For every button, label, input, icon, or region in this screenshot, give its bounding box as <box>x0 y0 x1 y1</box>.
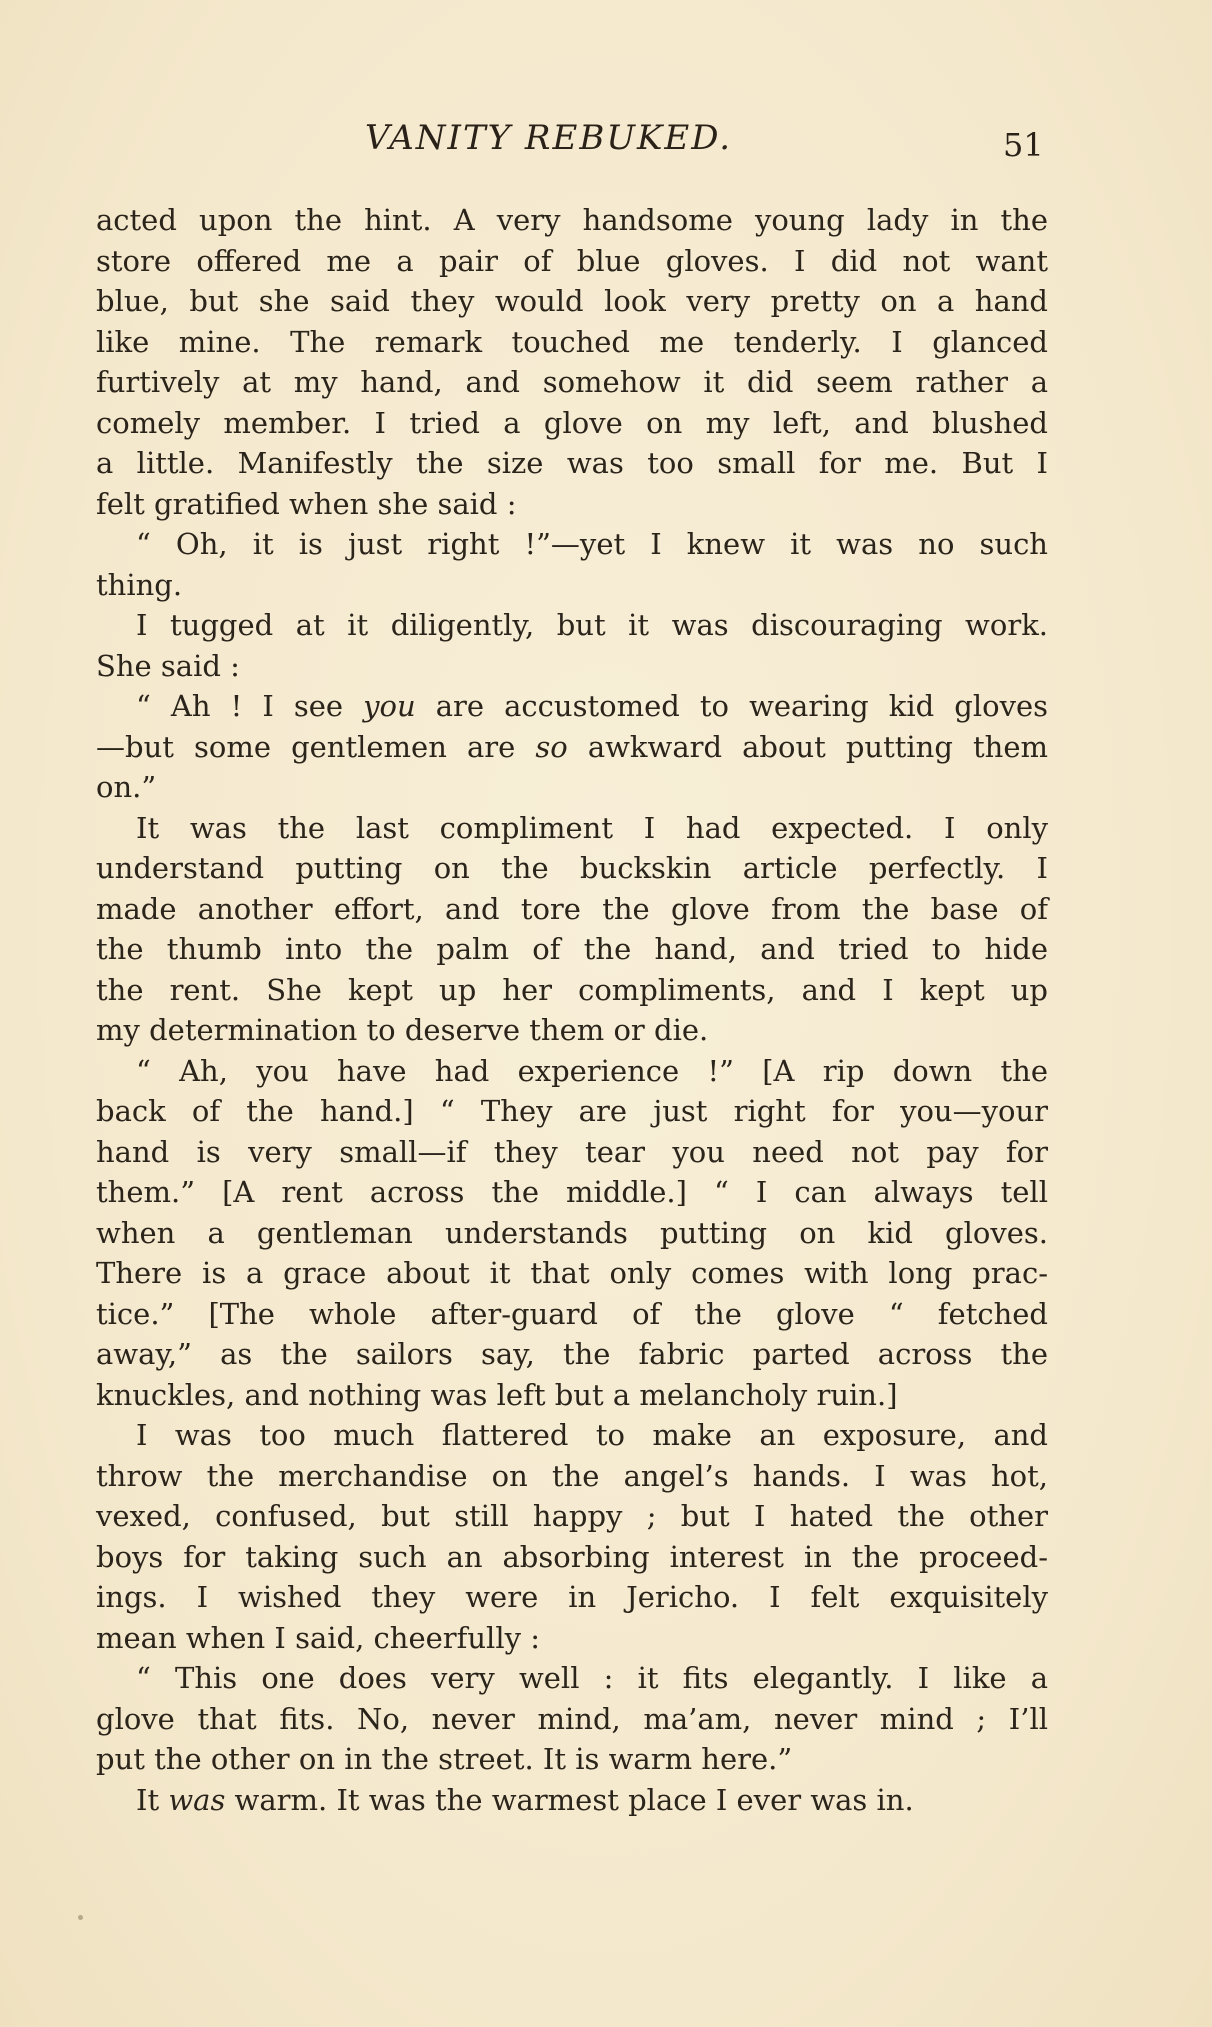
text-line: comely member. I tried a glove on my left, and blushed <box>96 405 1048 440</box>
text-line: thing. <box>96 567 183 602</box>
text-line: boys for taking such an absorbing interest in the proceed- <box>96 1539 1048 1574</box>
text-run: It <box>136 1782 169 1817</box>
text-line: when a gentleman understands putting on kid gloves. <box>96 1215 1048 1250</box>
text-line: She said : <box>96 648 240 683</box>
text-run: are accustomed to wearing kid gloves <box>415 689 1049 723</box>
text-run: “ Ah ! I see <box>136 689 364 723</box>
text-line: made another effort, and tore the glove from the base of <box>96 891 1048 926</box>
text-line: ings. I wished they were in Jericho. I felt exquisitely <box>96 1580 1048 1614</box>
text-line: on.” <box>96 770 157 804</box>
text-line: store offered me a pair of blue gloves. I did not want <box>96 243 1048 278</box>
text-line: “ Oh, it is just right !”—yet I knew it was no such <box>136 527 1048 561</box>
text-line: a little. Manifestly the size was too small for me. But I <box>96 446 1048 480</box>
text-line: glove that fits. No, never mind, ma’am, never mind ; I’ll <box>96 1701 1048 1736</box>
text-line: the thumb into the palm of the hand, and tried to hide <box>96 932 1048 966</box>
text-line: put the other on in the street. It is warm here.” <box>96 1742 793 1776</box>
text-line <box>96 686 1048 727</box>
running-title: VANITY REBUKED. <box>365 118 733 158</box>
text-line: furtively at my hand, and somehow it did seem rather a <box>96 365 1048 399</box>
text-line: away,” as the sailors say, the fabric parted across the <box>96 1337 1048 1371</box>
paper-speck <box>78 1915 83 1920</box>
text-line: I was too much flattered to make an exposure, and <box>136 1418 1048 1452</box>
text-line: them.” [A rent across the middle.] “ I can always tell <box>96 1175 1048 1209</box>
text-line <box>96 1780 1048 1821</box>
page-header <box>0 118 1212 178</box>
text-line: the rent. She kept up her compliments, and I kept up <box>96 972 1048 1007</box>
text-line: knuckles, and nothing was left but a melancholy ruin.] <box>96 1377 898 1412</box>
text-line: vexed, confused, but still happy ; but I hated the other <box>96 1499 1048 1533</box>
text-line: hand is very small—if they tear you need not pay for <box>96 1134 1048 1169</box>
page-number: 51 <box>1003 126 1044 164</box>
italic-run: you <box>363 689 416 723</box>
text-line: my determination to deserve them or die. <box>96 1013 709 1047</box>
text-line: mean when I said, cheerfully : <box>96 1620 540 1655</box>
text-line: It was the last compliment I had expected. I only <box>136 810 1048 845</box>
text-line <box>96 727 1048 768</box>
body-text <box>96 200 1048 1820</box>
text-line: felt gratified when she said : <box>96 486 517 521</box>
text-run: warm. It was the warmest place I ever was in. <box>225 1782 914 1817</box>
italic-run: was <box>168 1782 226 1817</box>
text-line: “ Ah, you have had experience !” [A rip down the <box>136 1053 1048 1088</box>
text-line: blue, but she said they would look very pretty on a hand <box>96 284 1048 318</box>
text-run: awkward about putting them <box>567 729 1048 764</box>
text-line: “ This one does very well : it fits elegantly. I like a <box>136 1661 1048 1695</box>
text-line: understand putting on the buckskin article perfectly. I <box>96 851 1048 885</box>
italic-run: so <box>535 729 568 764</box>
text-line: acted upon the hint. A very handsome young lady in the <box>96 203 1048 237</box>
text-run: —but some gentlemen are <box>96 729 536 764</box>
text-line: I tugged at it diligently, but it was discouraging work. <box>136 608 1048 642</box>
text-line: tice.” [The whole after-guard of the glove “ fetched <box>96 1296 1048 1331</box>
text-line: There is a grace about it that only comes with long prac- <box>96 1256 1048 1290</box>
text-line: throw the merchandise on the angel’s hands. I was hot, <box>96 1458 1048 1493</box>
text-line: like mine. The remark touched me tenderly. I glanced <box>96 324 1048 359</box>
text-line: back of the hand.] “ They are just right for you—your <box>96 1094 1048 1128</box>
